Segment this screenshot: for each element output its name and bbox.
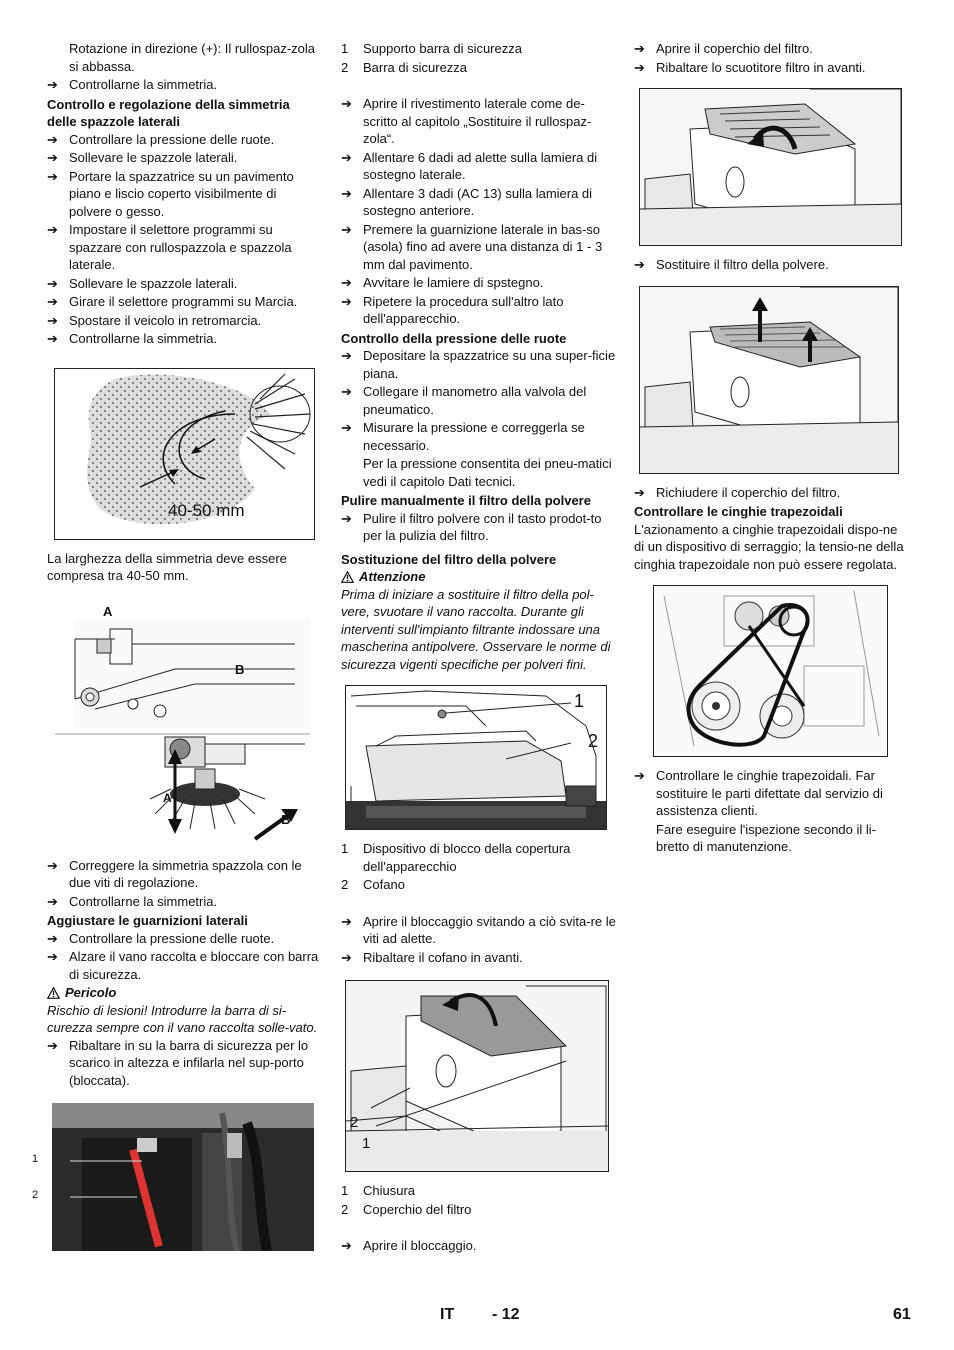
warning-heading: Attenzione: [341, 568, 616, 586]
figure-machine-hood: [345, 685, 607, 830]
list-item: ➔ Collegare il manometro alla valvola del pneumatico.: [341, 384, 587, 417]
figure-brush-sweep: [54, 368, 315, 540]
label-a: A: [103, 603, 113, 619]
arrow-icon: ➔: [341, 149, 352, 165]
filter-replace-illustration: [640, 287, 898, 473]
list-item: ➔ Pulire il filtro polvere con il tasto prodot-to per la pulizia del filtro.: [341, 510, 602, 543]
label-a-lower: A: [163, 790, 172, 805]
footer-language: IT: [440, 1306, 455, 1323]
callout-1: 1: [574, 691, 585, 711]
legend-item: 2 Barra di sicurezza: [341, 59, 468, 75]
filter-shaker-illustration: [640, 89, 901, 245]
filter-cover-illustration: [346, 981, 608, 1171]
list-item: ➔ Portare la spazzatrice su un pavimento piano e liscio coperto visibilmente di polvere o gesso.: [47, 168, 294, 219]
list-item: ➔ Impostare il selettore programmi su spazzare con rullospazzola e spazzola laterale.: [47, 222, 292, 272]
arrow-icon: ➔: [634, 484, 645, 500]
arrow-icon: ➔: [341, 949, 352, 965]
list-item: ➔ Controllare la pressione delle ruote.: [47, 930, 275, 946]
callout-1: 1: [32, 1153, 39, 1165]
list-item: ➔ Aprire il bloccaggio svitando a ciò svita-re le viti ad alette.: [341, 913, 616, 946]
arrow-icon: ➔: [47, 77, 58, 92]
arrow-icon: ➔: [47, 131, 58, 147]
list-item: ➔ Aprire il coperchio del filtro.: [634, 41, 813, 56]
arrow-icon: ➔: [47, 168, 58, 184]
figure-adjust-screws: [55, 599, 310, 847]
arrow-icon: ➔: [634, 59, 645, 75]
warning-text: Rischio di lesioni! Introdurre la barra di si-curezza sempre con il vano raccolta solle-vato.: [47, 1002, 318, 1035]
figure-v-belts: [653, 585, 888, 757]
callout-1: 1: [362, 1135, 371, 1152]
arrow-icon: ➔: [47, 150, 58, 165]
legend-item: 1 Chiusura: [341, 1183, 416, 1198]
arrow-icon: ➔: [47, 312, 58, 328]
list-item: ➔ Ribaltare in su la barra di sicurezza per lo scarico in altezza e infilarla nel sup-porto (bloccata).: [47, 1037, 309, 1088]
column-middle: [341, 40, 616, 1256]
arrow-icon: ➔: [47, 893, 58, 909]
arrow-icon: ➔: [47, 930, 58, 946]
paragraph: L'azionamento a cinghie trapezoidali dispo-ne di un dispositivo di serraggio; la tensio-ne della cinghia trapezoidale non può essere regolata.: [634, 521, 904, 572]
arrow-icon: ➔: [341, 221, 352, 237]
list-item: ➔ Premere la guarnizione laterale in bas-so (asola) fino ad avere una distanza di 1 - 3 mm dal pavimento.: [341, 221, 603, 272]
callout-2: 2: [588, 731, 599, 751]
arrow-icon: ➔: [341, 185, 352, 201]
list-item: ➔ Ribaltare lo scuotitore filtro in avanti.: [634, 59, 866, 75]
v-belts-illustration: [654, 586, 887, 756]
warning-triangle-icon: [47, 987, 60, 999]
arrow-icon: ➔: [341, 275, 352, 290]
figure-filter-replace: [639, 286, 899, 474]
arrow-icon: ➔: [47, 857, 58, 873]
arrow-icon: ➔: [341, 348, 352, 363]
legend-item: 1 Supporto barra di sicurezza: [341, 41, 522, 56]
list-item: ➔ Richiudere il coperchio del filtro.: [634, 484, 841, 500]
list-item: ➔ Controllare le cinghie trapezoidali. Far sostituire le parti difettate dal servizio di assistenza clienti.: [634, 768, 883, 818]
safety-bar-photo: [52, 1103, 314, 1251]
list-item: ➔ Aprire il rivestimento laterale come de-scritto al capitolo „Sostituire il rullospaz-zola“.: [341, 96, 592, 146]
list-item: ➔ Aprire il bloccaggio.: [341, 1238, 477, 1253]
list-item: ➔ Ribaltare il cofano in avanti.: [341, 949, 523, 965]
list-item: ➔ Ripetere la procedura sull'altro lato dell'apparecchio.: [341, 293, 564, 326]
section-heading: Controllare le cinghie trapezoidali: [634, 504, 843, 519]
footer-page-inner: - 12: [492, 1306, 520, 1323]
arrow-icon: ➔: [634, 257, 645, 272]
gap-label: 40-50 mm: [168, 500, 245, 520]
arrow-icon: ➔: [341, 510, 352, 526]
paragraph: Fare eseguire l'ispezione secondo il li-bretto di manutenzione.: [656, 821, 876, 854]
list-item: ➔ Allentare 6 dadi ad alette sulla lamiera di sostegno laterale.: [341, 149, 598, 182]
arrow-icon: ➔: [341, 1238, 352, 1253]
arrow-icon: ➔: [47, 294, 58, 309]
list-item: ➔ Girare il selettore programmi su Marcia.: [47, 294, 298, 309]
adjust-screws-illustration: [55, 599, 310, 847]
label-b-lower: B: [281, 811, 291, 827]
figure-filter-cover: [345, 980, 609, 1172]
arrow-icon: ➔: [341, 293, 352, 309]
callout-2: 2: [350, 1114, 359, 1131]
list-item: ➔ Misurare la pressione e correggerla se necessario.: [341, 420, 585, 453]
arrow-icon: ➔: [47, 331, 58, 346]
figure-safety-bar: [32, 1103, 314, 1251]
arrow-icon: ➔: [634, 41, 645, 56]
section-heading: Pulire manualmente il filtro della polvere: [341, 493, 591, 508]
list-item: ➔ Sostituire il filtro della polvere.: [634, 257, 829, 272]
section-heading: Controllo della pressione delle ruote: [341, 330, 567, 346]
column-left: [32, 40, 322, 1261]
legend-item: 2 Coperchio del filtro: [341, 1201, 472, 1217]
warning-triangle-icon: [341, 571, 354, 583]
column-right: [634, 40, 909, 857]
list-item: ➔ Controllarne la simmetria.: [47, 331, 218, 346]
arrow-icon: ➔: [341, 384, 352, 399]
callout-2: 2: [32, 1189, 39, 1201]
legend-item: 2 Cofano: [341, 877, 405, 892]
arrow-icon: ➔: [341, 96, 352, 111]
list-item: ➔ Spostare il veicolo in retromarcia.: [47, 312, 262, 328]
list-item: ➔ Controllarne la simmetria.: [47, 77, 218, 92]
paragraph: Rotazione in direzione (+): Il rullospaz-zola si abbassa.: [69, 41, 316, 74]
arrow-icon: ➔: [47, 222, 58, 237]
paragraph: Per la pressione consentita dei pneu-matici vedi il capitolo Dati tecnici.: [363, 456, 612, 489]
figure-filter-shaker: [639, 88, 902, 246]
legend-item: 1 Dispositivo di blocco della copertura dell'apparecchio: [341, 841, 571, 874]
arrow-icon: ➔: [47, 275, 58, 291]
arrow-icon: ➔: [47, 949, 58, 964]
arrow-icon: ➔: [341, 420, 352, 435]
machine-hood-illustration: [346, 686, 606, 829]
list-item: ➔ Allentare 3 dadi (AC 13) sulla lamiera di sostegno anteriore.: [341, 185, 593, 218]
arrow-icon: ➔: [634, 768, 645, 783]
list-item: ➔ Sollevare le spazzole laterali.: [47, 150, 238, 165]
warning-text: Prima di iniziare a sostituire il filtro della pol-vere, svuotare il vano raccolta. Durante gli interventi sull'impianto filtrante indossare una mascherina antipolvere. Osservare le norme di sicurezza vigenti specifiche per polveri fini.: [341, 586, 611, 672]
section-heading: Aggiustare le guarnizioni laterali: [47, 913, 248, 928]
list-item: ➔ Controllarne la simmetria.: [47, 893, 218, 909]
section-heading: Controllo e regolazione della simmetria delle spazzole laterali: [47, 96, 290, 129]
list-item: ➔ Depositare la spazzatrice su una super-ficie piana.: [341, 348, 616, 381]
footer-page-outer: 61: [893, 1306, 911, 1323]
paragraph: La larghezza della simmetria deve essere compresa tra 40-50 mm.: [47, 550, 287, 583]
list-item: ➔ Correggere la simmetria spazzola con le due viti di regolazione.: [47, 857, 302, 890]
arrow-icon: ➔: [47, 1037, 58, 1053]
arrow-icon: ➔: [341, 913, 352, 929]
label-b: B: [235, 661, 245, 677]
section-heading: Sostituzione del filtro della polvere: [341, 551, 557, 567]
list-item: ➔ Sollevare le spazzole laterali.: [47, 275, 238, 291]
list-item: ➔ Controllare la pressione delle ruote.: [47, 131, 275, 147]
list-item: ➔ Avvitare le lamiere di spstegno.: [341, 275, 544, 290]
list-item: ➔ Alzare il vano raccolta e bloccare con barra di sicurezza.: [47, 949, 319, 982]
warning-heading: Pericolo: [47, 984, 322, 1002]
